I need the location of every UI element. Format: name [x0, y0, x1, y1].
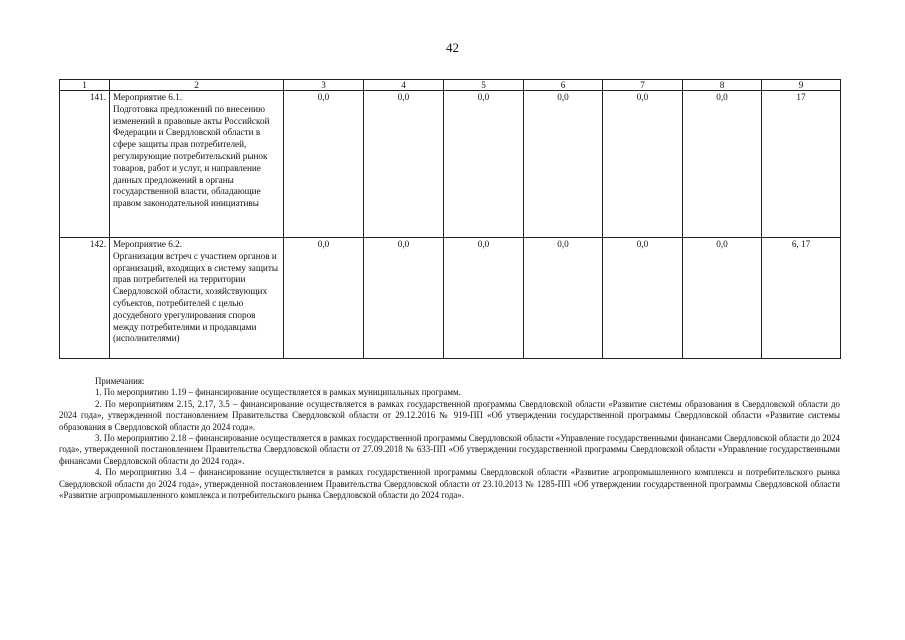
- activity-title: Мероприятие 6.2.: [113, 239, 183, 249]
- activity-title: Мероприятие 6.1.: [113, 92, 183, 102]
- activity-text: Подготовка предложений по внесению изменений в правовые акты Российской Федерации и Свердловской области в сфере защиты прав потребителей, регулирующие потребительский рынок товаров, работ и услуг, и направление данных предложений в органы государственной власти, обладающие правом законодательной инициативы: [113, 103, 270, 209]
- value-cell: 0,0: [524, 238, 603, 359]
- table-row: [60, 91, 841, 238]
- column-header: 6: [524, 80, 603, 91]
- value-cell: 0,0: [603, 91, 683, 238]
- value-cell: 0,0: [444, 91, 524, 238]
- activities-table: [59, 79, 841, 359]
- note-item: 3. По мероприятию 2.18 – финансирование осуществляется в рамках государственной программы Свердловской области «Управление государственными финансами Свердловской области до 2024 года», утвержденной постановлением Правительства Свердловской области от 27.09.2018 № 633-ПП «Об утверждении государственной программы Свердловской области «Управление государственными финансами Свердловской области до 2024 года».: [59, 433, 840, 466]
- value-cell: 0,0: [603, 238, 683, 359]
- target-indicator-cell: 6, 17: [762, 238, 841, 359]
- value-cell: 0,0: [444, 238, 524, 359]
- value-cell: 0,0: [524, 91, 603, 238]
- column-header: 9: [762, 80, 841, 91]
- value-cell: 0,0: [683, 91, 762, 238]
- value-cell: 0,0: [683, 238, 762, 359]
- row-number: 142.: [60, 238, 110, 359]
- column-header: 1: [60, 80, 110, 91]
- notes-section: [59, 376, 840, 501]
- value-cell: 0,0: [364, 91, 444, 238]
- note-item: 2. По мероприятиям 2.15, 2.17, 3.5 – финансирование осуществляется в рамках государственной программы Свердловской области «Развитие системы образования в Свердловской области до 2024 года», утвержденной постановлением Правительства Свердловской области от 29.12.2016 № 919-ПП «Об утверждении государственной программы Свердловской области «Развитие системы образования в Свердловской области до 2024 года».: [59, 398, 840, 432]
- column-header: 4: [364, 80, 444, 91]
- table-header-row: [60, 80, 841, 91]
- target-indicator-cell: 17: [762, 91, 841, 238]
- note-item: 4. По мероприятию 3.4 – финансирование осуществляется в рамках государственной программы Свердловской области «Развитие агропромышленного комплекса и потребительского рынка Свердловской области до 2024 года», утвержденной постановлением Правительства Свердловской области от 23.10.2013 № 1285-ПП «Об утверждении государственной программы Свердловской области «Развитие агропромышленного комплекса и потребительского рынка Свердловской области до 2024 года».: [59, 467, 840, 501]
- column-header: 7: [603, 80, 683, 91]
- value-cell: 0,0: [284, 91, 364, 238]
- table-row: [60, 238, 841, 359]
- activity-description: [110, 238, 284, 359]
- column-header: 5: [444, 80, 524, 91]
- column-header: 3: [284, 80, 364, 91]
- value-cell: 0,0: [284, 238, 364, 359]
- activity-description: [110, 91, 284, 238]
- column-header: 8: [683, 80, 762, 91]
- note-item: 1. По мероприятию 1.19 – финансирование осуществляется в рамках муниципальных программ.: [95, 387, 461, 398]
- row-number: 141.: [60, 91, 110, 238]
- page-number: 42: [446, 40, 459, 55]
- notes-title: Примечания:: [95, 376, 145, 386]
- column-header: 2: [110, 80, 284, 91]
- value-cell: 0,0: [364, 238, 444, 359]
- activity-text: Организация встреч с участием органов и организаций, входящих в систему защиты прав потребителей на территории Свердловской области, хозяйствующих субъектов, потребителей с целью досудебного урегулирования споров между потребителями и продавцами (исполнителями): [113, 250, 279, 344]
